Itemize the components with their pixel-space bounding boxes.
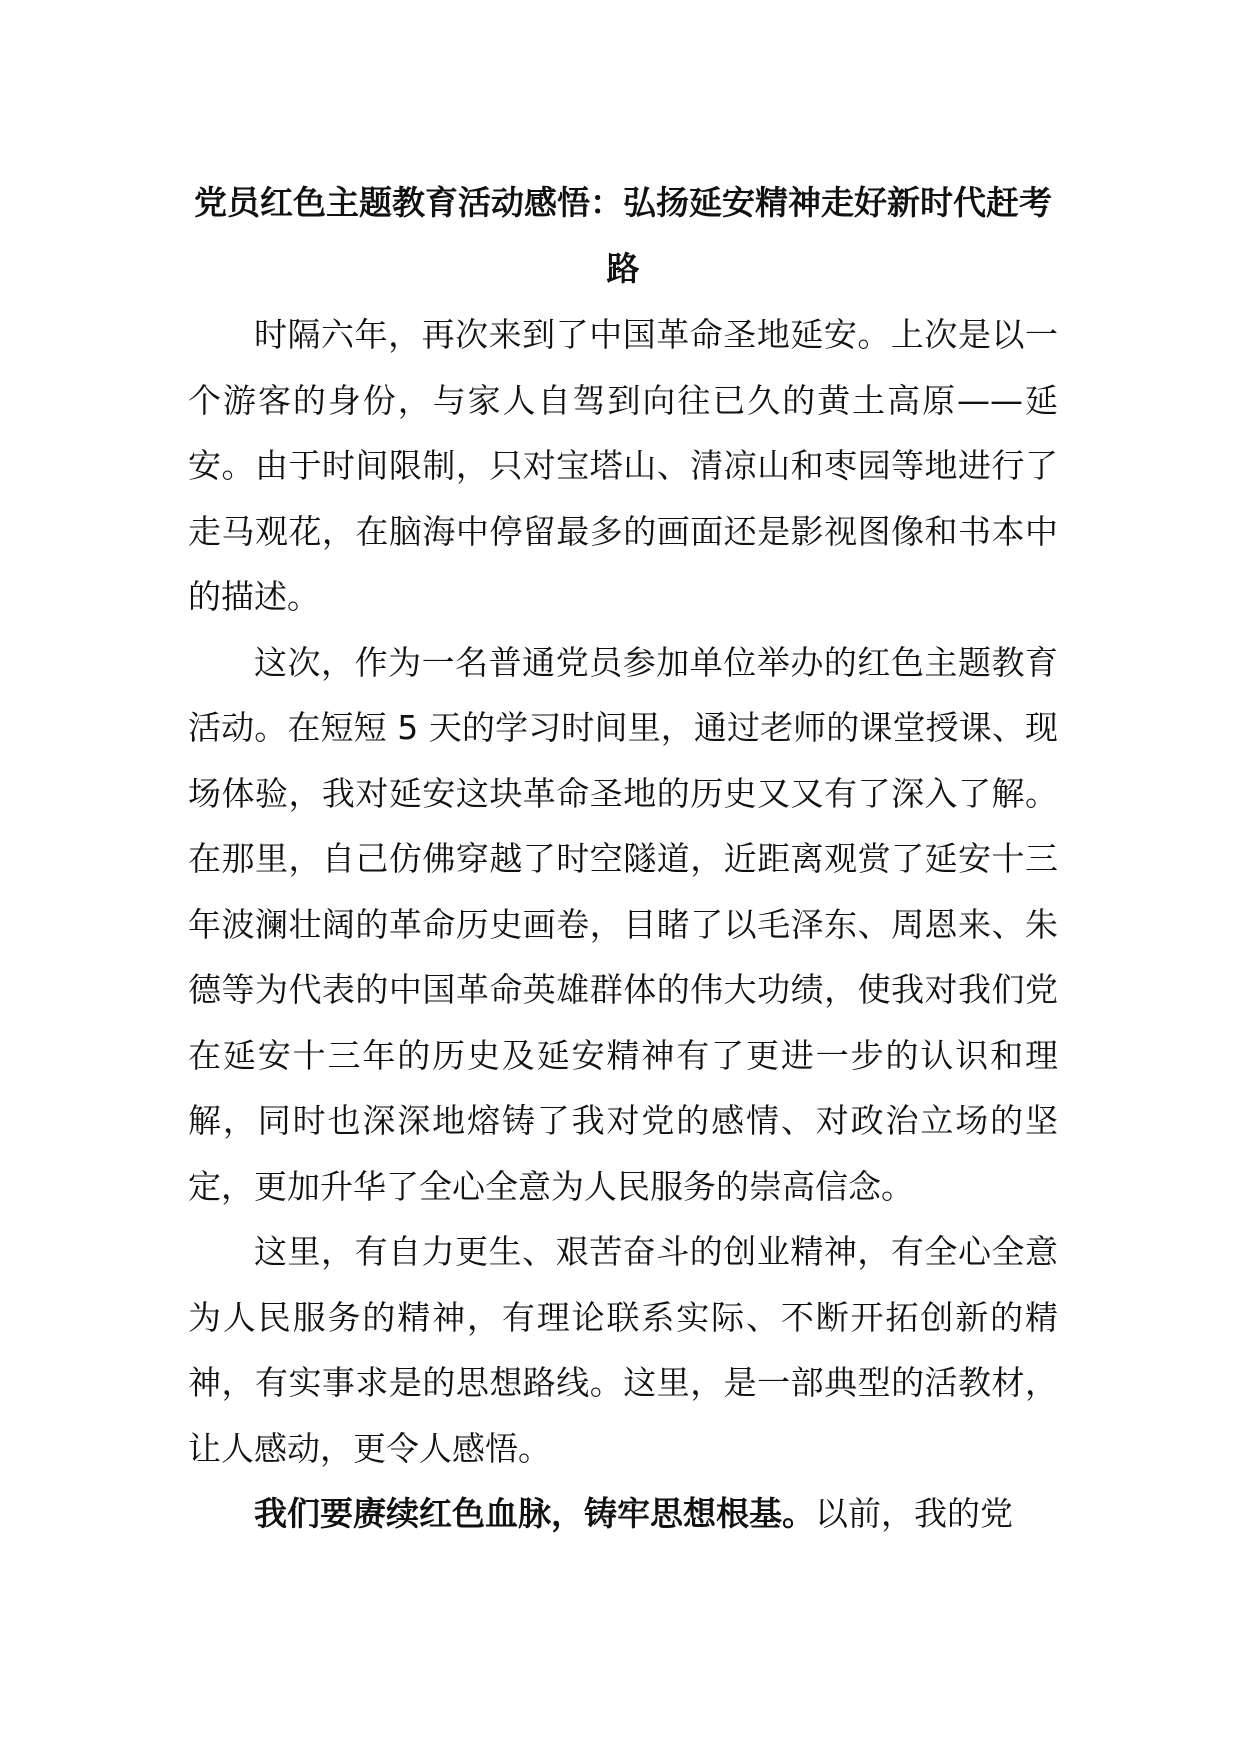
paragraph-3-text: 这里，有自力更生、艰苦奋斗的创业精神，有全心全意为人民服务的精神，有理论联系实际、不断开拓创新的精神，有实事求是的思想路线。这里，是一部典型的活教材，让人感动，更令人感悟。 xyxy=(188,1232,1058,1468)
paragraph-2-text: 这次，作为一名普通党员参加单位举办的红色主题教育活动。在短短 5 天的学习时间里，通过老师的课堂授课、现场体验，我对延安这块革命圣地的历史又又有了深入了解。在那里，自己仿佛穿越了时空隧道，近距离观赏了延安十三年波澜壮阔的革命历史画卷，目睹了以毛泽东、周恩来、朱德等为代表的中国革命英雄群体的伟大功绩，使我对我们党在延安十三年的历史及延安精神有了更进一步的认识和理解，同时也深深地熔铸了我对党的感情、对政治立场的坚定，更加升华了全心全意为人民服务的崇高信念。 xyxy=(188,642,1058,1206)
paragraph-4-text: 以前，我的党 xyxy=(815,1494,1013,1533)
paragraph-4-lead: 我们要赓续红色血脉，铸牢思想根基。 xyxy=(254,1494,815,1533)
paragraph-3 xyxy=(188,1219,1058,1481)
document-page xyxy=(188,170,1058,1547)
paragraph-4 xyxy=(188,1481,1058,1547)
paragraph-2 xyxy=(188,630,1058,1220)
paragraph-1 xyxy=(188,302,1058,630)
document-title: 党员红色主题教育活动感悟：弘扬延安精神走好新时代赶考路 xyxy=(194,183,1052,288)
paragraph-1-text: 时隔六年，再次来到了中国革命圣地延安。上次是以一个游客的身份，与家人自驾到向往已久的黄土高原——延安。由于时间限制，只对宝塔山、清凉山和枣园等地进行了走马观花，在脑海中停留最多的画面还是影视图像和书本中的描述。 xyxy=(188,315,1058,616)
